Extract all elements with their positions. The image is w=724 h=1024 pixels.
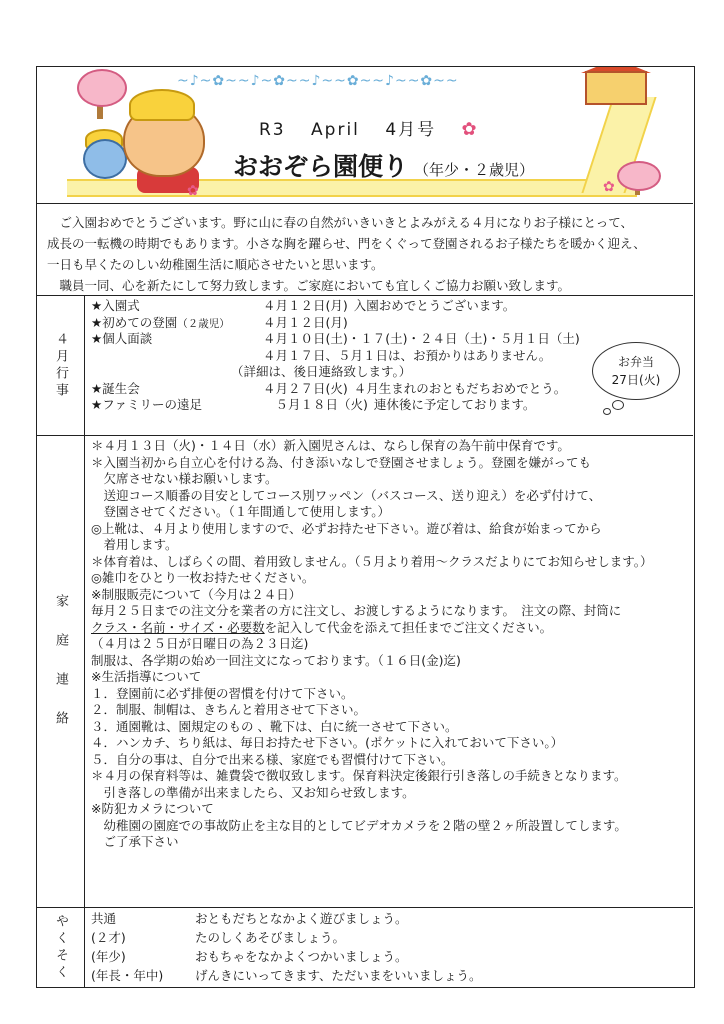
event-date-text: ４月２７日(火) (263, 380, 348, 396)
contact-line: ＊体育着は、しばらくの間、着用致しません。（５月より着用～クラスだよりにてお知らせします。） (91, 553, 653, 569)
issue-line (259, 115, 497, 140)
promise-row (91, 928, 689, 947)
events-label: ４月行事 (53, 331, 68, 400)
event-row (91, 315, 689, 332)
event-note-row: （詳細は、後日連絡致します。） (231, 364, 412, 379)
contact-line: 着用します。 (91, 537, 178, 552)
greeting-line: ご入園おめでとうございます。野に山に春の自然がいきいきとよみがえる４月になりお子様にとって、 (47, 215, 634, 230)
family-contact-section (37, 436, 693, 908)
contact-line: 幼稚園の園庭での事故防止を主な目的としてビデオカメラを２階の壁２ヶ所設置してします。 (91, 817, 627, 833)
cat-hat-icon (129, 89, 195, 121)
promise-text: おともだちとなかよく遊びましょう。 (195, 911, 408, 926)
title-text: おおぞら園便り (233, 152, 409, 181)
newsletter-sheet (36, 66, 695, 988)
promise-text: たのしくあそびましょう。 (195, 930, 346, 945)
contact-line: ◎上靴は、４月より使用しますので、必ずお持たせ下さい。遊び着は、給食が始まってから (91, 520, 602, 536)
promise-group: (年少) (91, 949, 126, 964)
cherry-tree-icon (617, 161, 661, 191)
music-note-garland: ~♪~✿~~♪~✿~~♪~~✿~~♪~~✿~~ (177, 73, 459, 89)
contact-line: ※制服販売について（今月は２４日） (91, 586, 302, 602)
event-name-sub: （２歳児） (177, 317, 230, 330)
promises-section (37, 908, 693, 987)
promise-row (91, 947, 689, 966)
contact-line: ４．ハンカチ、ちり紙は、毎日お持たせ下さい。(ポケットに入れておいて下さい。） (91, 735, 564, 750)
contact-line: 引き落しの準備が出来ましたら、又お知らせ致します。 (91, 784, 415, 800)
contact-line: 欠席させない様お願いします。 (91, 471, 278, 486)
promise-row (91, 966, 689, 985)
lunch-speech-bubble (592, 342, 680, 400)
mouse-character-icon (83, 139, 127, 179)
contact-line: ＊４月の保育料等は、雑費袋で徴収致します。保育料決定後銀行引き落しの手続きとなります。 (91, 768, 627, 783)
month-japanese: 4月号 (385, 120, 437, 140)
contact-line: ３．通園靴は、園規定のもの 、靴下は、白に統一させて下さい。 (91, 718, 458, 734)
greeting-line: 成長の一転機の時期でもあります。小さな胸を躍らせ、門をくぐって登園されるお子様たちを暖かく迎え、 (47, 236, 646, 251)
family-contact-label: 家庭連絡 (53, 593, 68, 750)
event-date: ４月１０日(土)・１７(土)・２４日（土)・５月１日（土) (263, 331, 580, 346)
school-building-icon (585, 71, 647, 105)
contact-line: ◎雑巾をひとり一枚お持たせください。 (91, 570, 315, 585)
event-date: ４月１２日(月) (263, 314, 348, 330)
contact-line: ＊４月１３日（火)・１４日（水）新入園児さんは、ならし保育の為午前中保育です。 (91, 438, 570, 453)
promise-group: (年長・年中) (91, 968, 164, 983)
contact-line-rest: を記入して代金を添えて担任までご注文ください。 (264, 619, 553, 635)
promise-text: おもちゃをなかよくつかいましょう。 (195, 949, 408, 964)
bubble-tail (603, 408, 611, 415)
issue-label: R3 (259, 120, 286, 140)
april-events-section (37, 296, 693, 436)
event-date (263, 298, 515, 315)
title-subtitle: （年少・２歳児） (414, 161, 535, 179)
promise-row (91, 909, 689, 928)
promise-text: げんきにいってきます、ただいまをいいましょう。 (195, 968, 482, 983)
section-label (37, 908, 85, 987)
bubble-title: お弁当 (617, 355, 654, 369)
tulip-icon: ✿ (603, 179, 615, 195)
contact-line: 登園させてください。（１年間通して使用します。） (91, 504, 391, 519)
event-note: 連休後に予定しております。 (373, 397, 536, 412)
event-name: ★個人面談 (91, 331, 153, 346)
bubble-tail (612, 400, 624, 410)
contact-line (91, 620, 689, 637)
event-row (91, 397, 689, 414)
event-note: ４月生まれのおともだちおめでとう。 (353, 380, 567, 396)
contact-line: １．登園前に必ず排便の習慣を付けて下さい。 (91, 685, 354, 701)
bubble-date: 27日(火) (611, 373, 661, 387)
event-name (91, 315, 263, 332)
contact-line: 送迎コース順番の目安としてコース別ワッペン（バスコース、送り迎え）を必ず付けて、 (91, 487, 602, 503)
contact-line: 毎月２５日までの注文分を業者の方に注文し、お渡しするようになります。 注文の際、封筒に (91, 603, 622, 618)
underlined-text: クラス・名前・サイズ・必要数 (91, 619, 265, 635)
contact-line: （４月は２５日が日曜日の為２３日迄) (91, 636, 309, 651)
event-row (91, 331, 689, 348)
event-name: ★ファミリーの遠足 (91, 397, 202, 412)
contact-line: ＊入園当初から自立心を付ける為、付き添いなしで登園させましょう。登園を嫌がっても (91, 454, 592, 470)
family-contact-body (85, 436, 693, 907)
event-name: ★入園式 (91, 298, 140, 313)
promise-group: 共通 (91, 911, 117, 926)
event-name-text: ★初めての登園 (91, 314, 178, 330)
contact-line: ※防犯カメラについて (91, 801, 214, 816)
event-name: ★誕生会 (91, 380, 140, 396)
event-row (91, 298, 689, 315)
newsletter-title (233, 147, 534, 183)
event-date-text: ４月１２日(月) (263, 298, 348, 313)
promises-label: やくそく (53, 913, 68, 982)
contact-line: ※生活指導について (91, 669, 202, 684)
contact-line: ご了承下さい (91, 834, 179, 849)
promises-body (85, 908, 693, 987)
section-label (37, 436, 85, 907)
event-note-row: ４月１７日、５月１日は、お預かりはありません。 (263, 347, 552, 363)
sakura-icon: ✿ (461, 119, 479, 140)
tulip-icon: ✿ (187, 183, 199, 199)
greeting-section (37, 204, 693, 296)
promise-group: (２才) (91, 930, 126, 945)
contact-line: ２．制服、制帽は、きちんと着用させて下さい。 (91, 702, 367, 717)
cherry-tree-icon (77, 69, 127, 107)
event-date-text: ５月１８日（火) (263, 397, 368, 412)
newsletter-header (37, 67, 693, 204)
section-label (37, 296, 85, 435)
event-date (263, 381, 566, 398)
contact-line: ５．自分の事は、自分で出来る様、家庭でも習慣付けて下さい。 (91, 751, 454, 767)
greeting-line: 職員一同、心を新たにして努力致します。ご家庭においても宜しくご協力お願い致します。 (47, 278, 571, 293)
greeting-line: 一日も早くたのしい幼稚園生活に順応させたいと思います。 (47, 257, 384, 272)
event-date (263, 397, 535, 414)
month-english: April (311, 120, 360, 140)
event-note: 入園おめでとうございます。 (353, 298, 516, 313)
contact-line: 制服は、各学期の始め一回注文になっております。（１６日(金)迄) (91, 652, 461, 668)
